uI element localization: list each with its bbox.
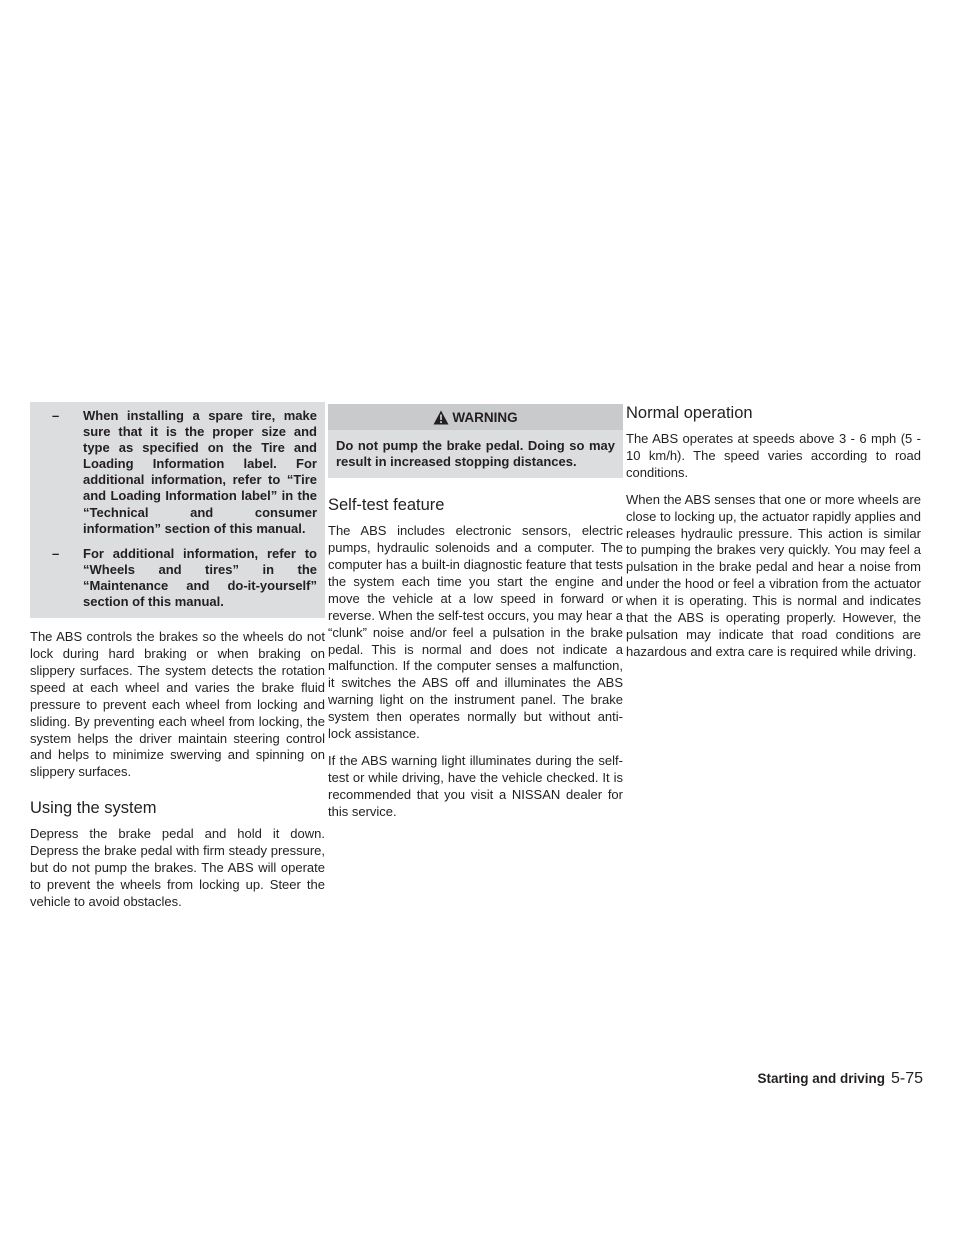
page-number: 5-75 (890, 1070, 923, 1087)
footer-section-title: Starting and driving (757, 1071, 885, 1086)
warning-triangle-icon (433, 410, 449, 425)
column-right (626, 402, 921, 671)
normal-operation-paragraph-1: The ABS operates at speeds above 3 - 6 mph (5 - 10 km/h). The speed varies according to road conditions. (626, 431, 921, 480)
column-left (30, 402, 325, 921)
warning-title: WARNING (452, 409, 518, 425)
abs-intro-paragraph: The ABS controls the brakes so the wheels do not lock during hard braking or when braking on slippery surfaces. The system detects the rotation speed at each wheel and varies the brake fluid pressure to prevent each wheel from locking and sliding. By preventing each wheel from locking, the system helps the driver maintain steering control and helps to minimize swerving and spinning on slippery surfaces. (30, 629, 325, 780)
using-system-heading: Using the system (30, 799, 157, 818)
note-item-text: When installing a spare tire, make sure that it is the proper size and type as specified on the Tire and Loading Information label. For additional information, refer to “Tire and Loading Information label” in the “Technical and consumer information” section of this manual. (83, 408, 317, 536)
note-item: – When installing a spare tire, make sure that it is the proper size and type as specified on the Tire and Loading Information label. For additional information, refer to “Tire and Loading Information label” in the “Technical and consumer information” section of this manual. (52, 408, 317, 536)
self-test-heading: Self-test feature (328, 496, 445, 515)
self-test-paragraph-2: If the ABS warning light illuminates during the self-test or while driving, have the vehicle checked. It is recommended that you visit a NISSAN dealer for this service. (328, 752, 623, 819)
note-box (30, 402, 325, 618)
page-footer (757, 1070, 923, 1088)
self-test-paragraph-1: The ABS includes electronic sensors, electric pumps, hydraulic solenoids and a computer. The computer has a built-in diagnostic feature that tests the system each time you start the engine and move the vehicle at a low speed in forward or reverse. When the self-test occurs, you may hear a “clunk” noise and/or feel a pulsation in the brake pedal. This is normal and does not indicate a malfunction. If the computer senses a malfunction, it switches the ABS off and illuminates the ABS warning light on the instrument panel. The brake system then operates normally but without anti-lock assistance. (328, 523, 623, 742)
warning-text: Do not pump the brake pedal. Doing so may result in increased stopping distances. (328, 430, 623, 478)
warning-header (328, 404, 623, 430)
note-item: – For additional information, refer to “Wheels and tires” in the “Maintenance and do-it-yourself” section of this manual. (52, 545, 317, 610)
column-middle (328, 404, 623, 831)
normal-operation-paragraph-2: When the ABS senses that one or more wheels are close to locking up, the actuator rapidly applies and releases hydraulic pressure. This action is similar to pumping the brakes very quickly. You may feel a pulsation in the brake pedal and hear a noise from under the hood or feel a vibration from the actuator when it is operating. This is normal and indicates that the ABS is operating properly. However, the pulsation may indicate that road conditions are hazardous and extra care is required while driving. (626, 491, 921, 659)
normal-operation-heading: Normal operation (626, 404, 753, 422)
note-item-text: For additional information, refer to “Wheels and tires” in the “Maintenance and do-it-yourself” section of this manual. (83, 545, 317, 610)
using-system-paragraph: Depress the brake pedal and hold it down. Depress the brake pedal with firm steady pressure, but do not pump the brakes. The ABS will operate to prevent the wheels from locking up. Steer the vehicle to avoid obstacles. (30, 826, 325, 909)
